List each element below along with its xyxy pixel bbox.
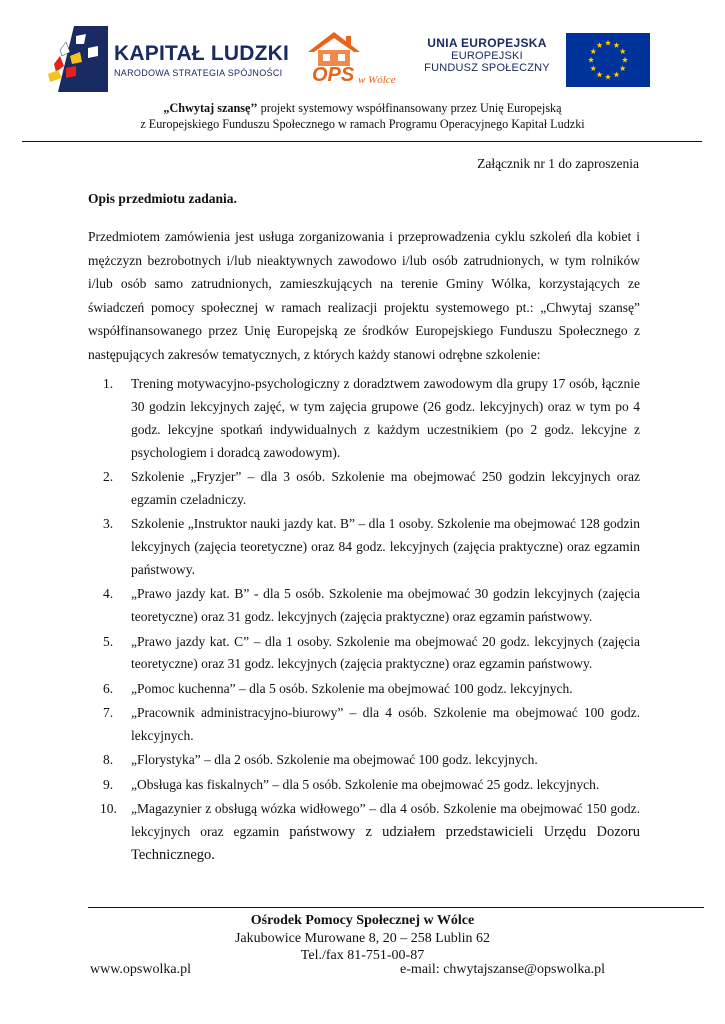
list-item-text: „Florystyka” – dla 2 osób. Szkolenie ma obejmować 100 godz. lekcyjnych. <box>131 752 538 768</box>
footer-organization: Ośrodek Pomocy Społecznej w Wólce <box>250 913 475 928</box>
header-divider <box>22 141 702 142</box>
eu-label-line2: EUROPEJSKI <box>451 50 523 62</box>
list-item <box>103 583 640 629</box>
kapital-ludzki-title: KAPITAŁ LUDZKI <box>114 42 290 65</box>
list-item-text: Szkolenie „Fryzjer” – dla 3 osób. Szkolenie ma obejmować 250 godzin lekcyjnych oraz egzamin czeladniczy. <box>131 469 640 507</box>
eu-label-line3: FUNDUSZ SPOŁECZNY <box>424 62 550 74</box>
kapital-ludzki-emblem-icon <box>46 26 108 92</box>
footer-address: Jakubowice Murowane 8, 20 – 258 Lublin 62 <box>234 930 491 946</box>
list-item-text-tail: państwowy z udziałem przedstawicieli Urzędu Dozoru Technicznego. <box>131 823 640 863</box>
list-item-number: 9. <box>103 776 114 792</box>
eu-label <box>420 36 554 74</box>
header-caption <box>40 100 685 132</box>
list-item-text: „Magazynier z obsługą wózka widłowego” – dla 4 osób. Szkolenie ma obejmować 150 godz. lekcyjnych oraz egzamin <box>131 800 640 839</box>
kapital-ludzki-subtitle: NARODOWA STRATEGIA SPÓJNOŚCI <box>114 68 283 78</box>
ops-logo-subtitle: w Wólce <box>358 74 396 86</box>
training-list <box>100 373 640 868</box>
list-item <box>103 513 640 582</box>
list-item <box>103 749 640 772</box>
ops-logo-text: OPS <box>312 64 355 86</box>
list-item-number: 2. <box>103 469 114 485</box>
footer-phone: Tel./fax 81-751-00-87 <box>300 948 425 963</box>
eu-flag-icon <box>566 33 650 87</box>
list-item-number: 8. <box>103 752 114 768</box>
list-item <box>103 373 640 465</box>
header-caption-line1 <box>40 100 685 116</box>
footer-divider <box>88 907 704 908</box>
list-item-text: „Obsługa kas fiskalnych” – dla 5 osób. Szkolenie ma obejmować 25 godz. lekcyjnych. <box>131 776 600 792</box>
list-item-number: 5. <box>103 633 114 649</box>
annex-label: Załącznik nr 1 do zaproszenia <box>477 156 639 171</box>
footer-contact <box>150 912 575 965</box>
list-item-number: 10. <box>100 800 117 816</box>
header-caption-line1-rest: projekt systemowy współfinansowany przez Unię Europejską <box>257 101 562 115</box>
list-item-number: 4. <box>103 586 114 602</box>
list-item-number: 3. <box>103 516 114 532</box>
list-item <box>103 631 640 677</box>
list-item <box>103 702 640 748</box>
eu-label-line1: UNIA EUROPEJSKA <box>427 36 547 50</box>
list-item <box>103 774 640 797</box>
list-item-text: „Pracownik administracyjno-biurowy” – dla 4 osób. Szkolenie ma obejmować 100 godz. lekcyjnych. <box>131 705 640 743</box>
list-item <box>100 798 640 867</box>
list-item-number: 1. <box>103 376 114 391</box>
document-title: Opis przedmiotu zadania. <box>88 191 237 206</box>
footer-email: e-mail: chwytajszanse@opswolka.pl <box>400 962 605 977</box>
list-item-text: „Pomoc kuchenna” – dla 5 osób. Szkolenie ma obejmować 100 godz. lekcyjnych. <box>131 680 573 696</box>
header-caption-line2: z Europejskiego Funduszu Społecznego w ramach Programu Operacyjnego Kapitał Ludzki <box>140 117 585 131</box>
list-item-text: „Prawo jazdy kat. B” - dla 5 osób. Szkolenie ma obejmować 30 godzin lekcyjnych (zajęcia teoretyczne) oraz 31 godz. lekcyjnych (zajęcia praktyczne) oraz egzamin państwowy. <box>131 586 640 625</box>
project-name: „Chwytaj szansę’’ <box>163 101 258 115</box>
list-item-text: „Prawo jazdy kat. C” – dla 1 osoby. Szkolenie ma obejmować 20 godz. lekcyjnych (zajęcia teoretyczne) oraz 31 godz. lekcyjnych (zajęcia praktyczne) oraz egzamin państwowy. <box>131 633 640 672</box>
intro-paragraph: Przedmiotem zamówienia jest usługa zorganizowania i przeprowadzenia cyklu szkoleń dla kobiet i mężczyzn bezrobotnych i/lub nieaktywnych zawodowo i/lub osób zatrudnionych, w tym rolników i/lub osób samo zatrudnionych, zamieszkujących na terenie Gminy Wólka, korzystających ze świadczeń pomocy społecznej w ramach realizacji projektu systemowego pt.: „Chwytaj szansę” współfinansowanego przez Unię Europejską ze środków Europejskiego Funduszu Społecznego z następujących zakresów tematycznych, z których każdy stanowi odrębne szkolenie: <box>88 229 640 362</box>
ops-logo <box>306 30 402 90</box>
list-item-text: Trening motywacyjno-psychologiczny z doradztwem zawodowym dla grupy 17 osób, łącznie 30 godzin lekcyjnych zajęć, w tym zajęcia grupowe (26 godz. lekcyjnych) oraz w tym po 4 godz. lekcyjne spotkań indywidualnych z każdym uczestnikiem (po 2 godz. lekcyjne z psychologiem i doradcą zawodowym). <box>131 376 640 460</box>
list-item-text: Szkolenie „Instruktor nauki jazdy kat. B” – dla 1 osoby. Szkolenie ma obejmować 128 godzin lekcyjnych (zajęcia teoretyczne) oraz 84 godz. lekcyjnych (zajęcia praktyczne) oraz egzamin państwowy. <box>131 516 640 578</box>
list-item <box>103 678 640 701</box>
list-item-number: 6. <box>103 680 114 696</box>
footer-website: www.opswolka.pl <box>90 962 191 977</box>
kapital-ludzki-logo <box>46 26 296 96</box>
list-item <box>103 466 640 512</box>
list-item-number: 7. <box>103 705 114 721</box>
